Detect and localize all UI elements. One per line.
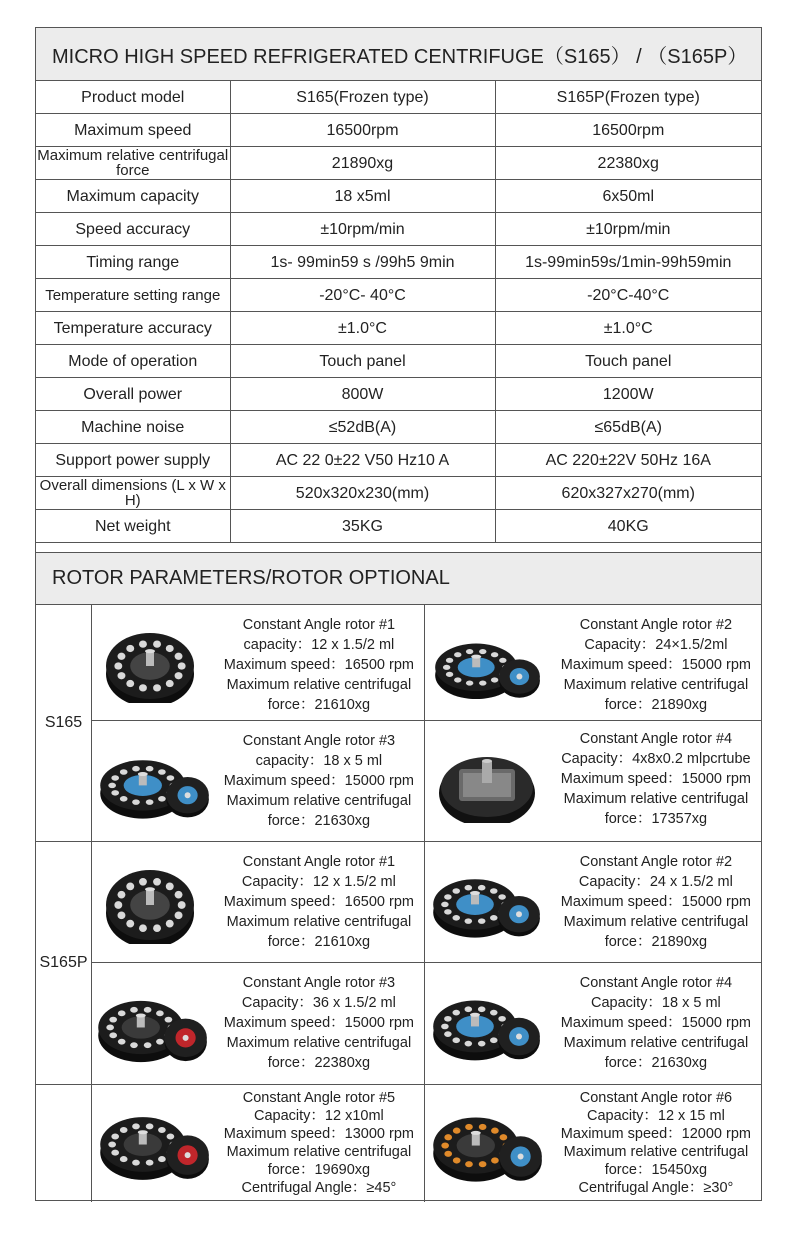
rotor-spec-line: Maximum relative centrifugal xyxy=(226,1144,412,1160)
group-label-s165: S165 xyxy=(36,605,92,841)
spec-value-s165p: ±1.0°C xyxy=(495,312,761,345)
rotor-image xyxy=(433,633,541,699)
rotor-name: Constant Angle rotor #4 xyxy=(579,731,733,747)
spec-row xyxy=(36,180,761,213)
spec-row xyxy=(36,477,761,510)
spec-value-s165p: 1200W xyxy=(495,378,761,411)
rotor-card xyxy=(92,963,425,1084)
spec-value-s165p: ±10rpm/min xyxy=(495,213,761,246)
rotor-card xyxy=(425,963,761,1084)
spec-row xyxy=(36,378,761,411)
group-label-s165p: S165P xyxy=(36,842,92,1084)
spec-label: Timing range xyxy=(36,246,230,279)
spec-value-s165: 21890xg xyxy=(230,147,495,180)
rotor-spec-line: force：17357xg xyxy=(604,811,708,827)
rotor-spec-line: Capacity：18 x 5 ml xyxy=(591,995,721,1011)
rotor-spec-line: capacity：12 x 1.5/2 ml xyxy=(243,637,395,653)
rotor-spec-line: Maximum relative centrifugal xyxy=(563,1144,749,1160)
spec-row xyxy=(36,81,761,114)
rotor-spec xyxy=(561,1089,751,1197)
spec-row xyxy=(36,213,761,246)
rotor-image xyxy=(437,743,537,823)
spec-value-s165: 800W xyxy=(230,378,495,411)
spec-label: Temperature setting range xyxy=(36,279,230,312)
rotor-spec-line: Maximum relative centrifugal xyxy=(563,1035,749,1051)
rotor-spec-line: Maximum relative centrifugal xyxy=(226,793,412,809)
spec-label: Maximum relative centrifugal force xyxy=(37,147,229,179)
rotor-spec-line: force：22380xg xyxy=(267,1055,371,1071)
rotor-spec-line: Capacity：4x8x0.2 mlpcrtube xyxy=(561,751,751,767)
spec-value-s165: AC 22 0±22 V50 Hz10 A xyxy=(230,444,495,477)
spec-value-s165p: AC 220±22V 50Hz 16A xyxy=(495,444,761,477)
rotor-spec-line: force：15450xg xyxy=(604,1162,708,1178)
rotor-spec-line: Maximum speed：12000 rpm xyxy=(560,1126,751,1142)
rotor-image xyxy=(104,862,196,944)
rotor-spec xyxy=(224,1089,414,1197)
rotor-spec-line: Maximum relative centrifugal xyxy=(226,677,412,693)
rotor-name: Constant Angle rotor #6 xyxy=(579,1090,733,1106)
spec-row xyxy=(36,510,761,543)
rotor-spec-line: Maximum relative centrifugal xyxy=(563,914,749,930)
rotor-image xyxy=(104,625,196,703)
spec-value-s165p: S165P(Frozen type) xyxy=(495,81,761,114)
spec-label: Product model xyxy=(36,81,230,114)
rotor-spec xyxy=(561,852,751,952)
spec-row xyxy=(36,345,761,378)
spec-sheet xyxy=(35,27,762,1201)
rotor-card xyxy=(425,842,761,963)
rotor-spec xyxy=(224,731,414,831)
rotor-spec-line: capacity：18 x 5 ml xyxy=(255,753,383,769)
spec-value-s165p: -20°C-40°C xyxy=(495,279,761,312)
rotor-spec xyxy=(224,852,414,952)
rotor-spec-line: Capacity：12 x10ml xyxy=(254,1108,384,1124)
rotor-name: Constant Angle rotor #1 xyxy=(242,617,396,633)
rotor-section-title xyxy=(36,552,761,605)
group-label-empty xyxy=(36,1085,92,1202)
spec-label: Maximum capacity xyxy=(36,180,230,213)
spec-row xyxy=(36,444,761,477)
rotor-name: Constant Angle rotor #3 xyxy=(242,975,396,991)
spec-value-s165: ±1.0°C xyxy=(230,312,495,345)
spec-value-s165p: 40KG xyxy=(495,510,761,543)
rotor-card xyxy=(92,842,425,963)
rotor-spec-line: Capacity：36 x 1.5/2 ml xyxy=(241,995,396,1011)
rotor-spec-line: Maximum speed：15000 rpm xyxy=(560,1015,751,1031)
rotor-section-title-text: ROTOR PARAMETERS/ROTOR OPTIONAL xyxy=(52,567,450,589)
rotor-card xyxy=(425,1085,761,1202)
rotor-image xyxy=(431,868,541,938)
spec-row xyxy=(36,114,761,147)
rotor-spec-line: Maximum speed：16500 rpm xyxy=(223,894,414,910)
spec-label: Net weight xyxy=(36,510,230,543)
spec-label: Overall power xyxy=(36,378,230,411)
rotor-name: Constant Angle rotor #1 xyxy=(242,854,396,870)
spec-value-s165: 1s- 99min59 s /99h5 9min xyxy=(230,246,495,279)
spec-row xyxy=(36,147,761,180)
spec-value-s165p: 16500rpm xyxy=(495,114,761,147)
rotor-spec-line: Capacity：24 x 1.5/2 ml xyxy=(578,874,733,890)
rotor-card xyxy=(92,1085,425,1202)
rotor-spec-line: Centrifugal Angle：≥45° xyxy=(241,1180,397,1196)
rotor-name: Constant Angle rotor #3 xyxy=(242,733,396,749)
spec-value-s165p: ≤65dB(A) xyxy=(495,411,761,444)
rotor-spec-line: Maximum relative centrifugal xyxy=(226,1035,412,1051)
rotor-spec-line: Capacity：12 x 1.5/2 ml xyxy=(241,874,396,890)
rotor-image xyxy=(98,749,210,819)
rotor-spec-line: Maximum speed：15000 rpm xyxy=(560,894,751,910)
rotor-spec xyxy=(561,729,751,829)
rotor-spec-line: Capacity：24×1.5/2ml xyxy=(584,637,728,653)
rotor-image xyxy=(431,989,541,1061)
spec-label: Support power supply xyxy=(36,444,230,477)
spec-value-s165: 35KG xyxy=(230,510,495,543)
rotor-image xyxy=(431,1105,543,1183)
spec-value-s165p: 1s-99min59s/1min-99h59min xyxy=(495,246,761,279)
rotor-card xyxy=(92,605,425,721)
rotor-spec-line: Centrifugal Angle：≥30° xyxy=(578,1180,734,1196)
spec-value-s165p: 22380xg xyxy=(495,147,761,180)
rotor-spec-line: force：21890xg xyxy=(604,934,708,950)
spec-value-s165: Touch panel xyxy=(230,345,495,378)
rotor-spec-line: Maximum relative centrifugal xyxy=(563,791,749,807)
rotor-spec-line: Maximum speed：16500 rpm xyxy=(223,657,414,673)
rotor-spec-line: Maximum relative centrifugal xyxy=(563,677,749,693)
spec-label: Machine noise xyxy=(36,411,230,444)
spec-value-s165: 520x320x230(mm) xyxy=(230,477,495,510)
spec-label: Maximum speed xyxy=(36,114,230,147)
rotor-card xyxy=(425,721,761,841)
spec-label: Mode of operation xyxy=(36,345,230,378)
rotor-spec-line: force：21610xg xyxy=(267,934,371,950)
rotor-spec xyxy=(561,973,751,1073)
rotor-name: Constant Angle rotor #5 xyxy=(242,1090,396,1106)
spec-value-s165p: 6x50ml xyxy=(495,180,761,213)
spec-row xyxy=(36,279,761,312)
spec-value-s165: ±10rpm/min xyxy=(230,213,495,246)
page-title-text: MICRO HIGH SPEED REFRIGERATED CENTRIFUGE（S165） / （S165P） xyxy=(52,45,748,68)
spec-label: Overall dimensions (L x W x H) xyxy=(36,477,230,510)
rotor-spec-line: Maximum speed：15000 rpm xyxy=(223,773,414,789)
rotor-spec-line: Maximum speed：15000 rpm xyxy=(560,657,751,673)
rotor-spec-line: Capacity：12 x 15 ml xyxy=(586,1108,725,1124)
spec-table xyxy=(36,81,761,543)
rotor-spec-line: force：21630xg xyxy=(604,1055,708,1071)
spec-value-s165p: Touch panel xyxy=(495,345,761,378)
rotor-spec-line: Maximum relative centrifugal xyxy=(226,914,412,930)
rotor-group-s165 xyxy=(36,605,761,842)
rotor-name: Constant Angle rotor #4 xyxy=(579,975,733,991)
rotor-spec-line: Maximum speed：15000 rpm xyxy=(560,771,751,787)
spec-value-s165: -20°C- 40°C xyxy=(230,279,495,312)
rotor-spec xyxy=(224,615,414,715)
page-title xyxy=(36,28,761,81)
spec-value-s165: ≤52dB(A) xyxy=(230,411,495,444)
rotor-name: Constant Angle rotor #2 xyxy=(579,617,733,633)
spec-row xyxy=(36,312,761,345)
rotor-name: Constant Angle rotor #2 xyxy=(579,854,733,870)
rotor-group-s165p xyxy=(36,842,761,1085)
rotor-spec-line: force：21890xg xyxy=(604,697,708,713)
spec-value-s165: 16500rpm xyxy=(230,114,495,147)
rotor-spec-line: force：21630xg xyxy=(267,813,371,829)
spec-row xyxy=(36,246,761,279)
rotor-group-extra xyxy=(36,1085,761,1202)
spec-row xyxy=(36,411,761,444)
rotor-image xyxy=(98,1105,210,1181)
rotor-spec xyxy=(224,973,414,1073)
spec-value-s165: S165(Frozen type) xyxy=(230,81,495,114)
spec-value-s165p: 620x327x270(mm) xyxy=(495,477,761,510)
rotor-card xyxy=(425,605,761,721)
rotor-image xyxy=(96,989,208,1063)
rotor-spec-line: Maximum speed：13000 rpm xyxy=(223,1126,414,1142)
spec-value-s165: 18 x5ml xyxy=(230,180,495,213)
rotor-spec-line: Maximum speed：15000 rpm xyxy=(223,1015,414,1031)
rotor-card xyxy=(92,721,425,841)
rotor-spec xyxy=(561,615,751,715)
spec-label: Temperature accuracy xyxy=(36,312,230,345)
rotor-spec-line: force：21610xg xyxy=(267,697,371,713)
spec-label: Speed accuracy xyxy=(36,213,230,246)
rotor-spec-line: force：19690xg xyxy=(267,1162,371,1178)
